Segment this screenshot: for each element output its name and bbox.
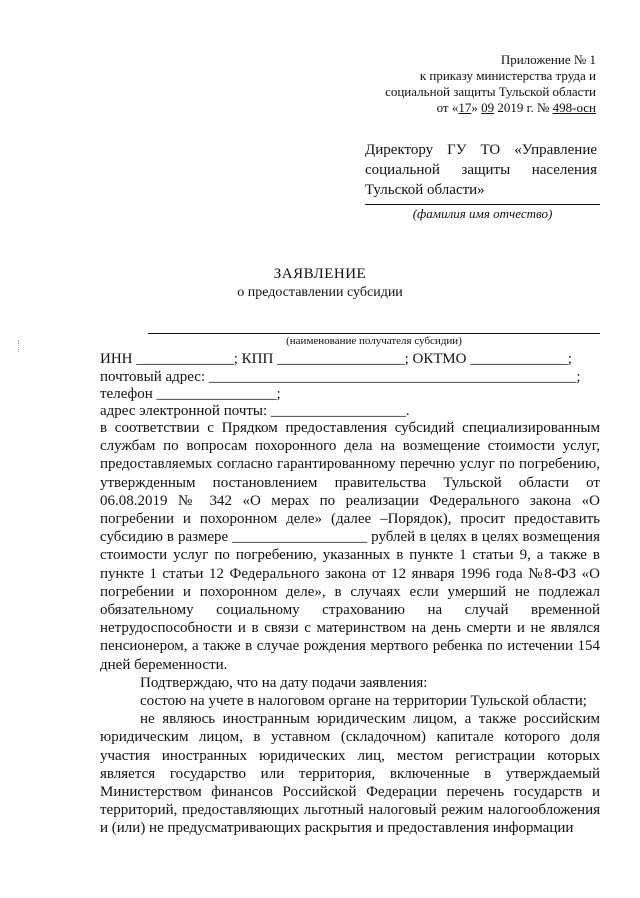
email-row: адрес электронной почты: __________________. bbox=[100, 403, 410, 419]
fio-hint: (фамилия имя отчество) bbox=[412, 206, 553, 221]
addressee-line-3: Тульской области» bbox=[365, 182, 485, 198]
tax-paragraph: состою на учете в налоговом органе на территории Тульской области; bbox=[140, 693, 587, 710]
annex-line-1: Приложение № 1 bbox=[500, 52, 596, 67]
annex-date-suffix: 2019 г. № bbox=[494, 100, 553, 115]
addressee-line-2: социальной защиты населения bbox=[365, 162, 597, 178]
foreign-paragraph: не являюсь иностранным юридическим лицом, а также российским юридическим лицом, в уставном (складочном) капитале которого доля участия иностранных юридических лиц, местом регистрации которых является государство или территория, включенные в утверждаемый Министерством финансов Российской Федерации перечень государств и территорий, предоставляющих льготный налоговый режим налогообложения и (или) не предусматривающих раскрытия и предоставления информации bbox=[100, 711, 600, 837]
recipient-hint: (наименование получателя субсидии) bbox=[286, 335, 462, 347]
annex-date-prefix: от « bbox=[436, 100, 459, 115]
annex-line-3: социальной защиты Тульской области bbox=[385, 84, 596, 99]
confirm-paragraph: Подтверждаю, что на дату подачи заявления: bbox=[140, 674, 428, 691]
postal-address-row: почтовый адрес: _________________________________________________; bbox=[100, 369, 581, 385]
inn-kpp-oktmo-row: ИНН _____________; КПП _________________; ОКТМО _____________; bbox=[100, 351, 572, 367]
margin-mark bbox=[18, 340, 20, 352]
addressee-block bbox=[365, 140, 597, 200]
annex-number: 498-осн bbox=[552, 100, 596, 115]
addressee-line-1: Директору ГУ ТО «Управление bbox=[365, 142, 597, 158]
document-subtitle: о предоставлении субсидии bbox=[237, 285, 403, 300]
annex-date-line bbox=[385, 100, 596, 116]
phone-row: телефон ________________; bbox=[100, 386, 281, 402]
annex-day: 17 bbox=[458, 100, 472, 115]
recipient-underline bbox=[148, 333, 600, 334]
fio-underline bbox=[365, 204, 600, 205]
main-paragraph: в соответствии с Прядком предоставления субсидий специализированным службам по вопросам похоронного дела на возмещение стоимости услуг, предоставляемых согласно гарантированному перечню услуг по погребению, утвержденным постановлением правительства Тульской области от 06.08.2019 № 342 «О мерах по реализации Федерального закона «О погребении и похоронном деле» (далее –Порядок), просит предоставить субсидию в размере __________________ рублей в целях в целях возмещения стоимости услуг по погребению, указанных в пункте 1 статьи 9, а также в пункте 1 статьи 12 Федерального закона от 12 января 1996 года №8-ФЗ «О погребении и похоронном деле», в случаях если умерший не подлежал обязательному социальному страхованию на случай временной нетрудоспособности и в связи с материнством на день смерти и не являлся пенсионером, а также в случае рождения мертвого ребенка по истечении 154 дней беременности. bbox=[100, 420, 600, 673]
body-text bbox=[100, 419, 600, 838]
annex-block bbox=[385, 52, 596, 116]
annex-month: 09 bbox=[481, 100, 495, 115]
annex-line-2: к приказу министерства труда и bbox=[419, 68, 596, 83]
document-title: ЗАЯВЛЕНИЕ bbox=[273, 266, 367, 282]
annex-date-mid: » bbox=[471, 100, 478, 115]
